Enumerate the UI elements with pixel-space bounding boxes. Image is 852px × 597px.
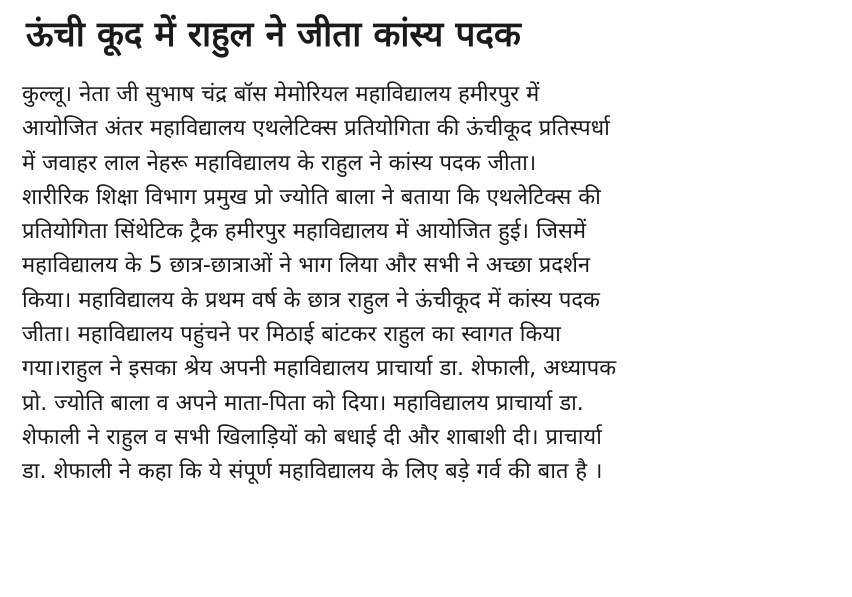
article-line: महाविद्यालय के 5 छात्र-छात्राओं ने भाग लिया और सभी ने अच्छा प्रदर्शन: [22, 253, 591, 279]
article-line: आयोजित अंतर महाविद्यालय एथलेटिक्स प्रतियोगिता की ऊंचीकूद प्रतिस्पर्धा: [22, 116, 610, 142]
article-line: में जवाहर लाल नेहरू महाविद्यालय के राहुल ने कांस्य पदक जीता।: [22, 150, 537, 176]
article-line: गया।राहुल ने इसका श्रेय अपनी महाविद्यालय प्राचार्या डा. शेफाली, अध्यापक: [22, 356, 617, 382]
article-body: [22, 78, 842, 490]
article-line: किया। महाविद्यालय के प्रथम वर्ष के छात्र राहुल ने ऊंचीकूद में कांस्य पदक: [22, 287, 600, 313]
article-line: जीता। महाविद्यालय पहुंचने पर मिठाई बांटकर राहुल का स्वागत किया: [22, 322, 561, 348]
article-line: शेफाली ने राहुल व सभी खिलाड़ियों को बधाई दी और शाबाशी दी। प्राचार्या: [22, 424, 602, 450]
article-line: डा. शेफाली ने कहा कि ये संपूर्ण महाविद्यालय के लिए बड़े गर्व की बात है ।: [22, 459, 603, 485]
article-line: शारीरिक शिक्षा विभाग प्रमुख प्रो ज्योति बाला ने बताया कि एथलेटिक्स की: [22, 184, 601, 210]
article-line: कुल्लू। नेता जी सुभाष चंद्र बॉस मेमोरियल महाविद्यालय हमीरपुर में: [22, 82, 540, 107]
article-line: प्रतियोगिता सिंथेटिक ट्रैक हमीरपुर महाविद्यालय में आयोजित हुई। जिसमें: [22, 219, 587, 245]
article-headline: ऊंची कूद में राहुल ने जीता कांस्य पदक: [26, 15, 521, 55]
article-line: प्रो. ज्योति बाला व अपने माता-पिता को दिया। महाविद्यालय प्राचार्या डा.: [22, 390, 584, 416]
